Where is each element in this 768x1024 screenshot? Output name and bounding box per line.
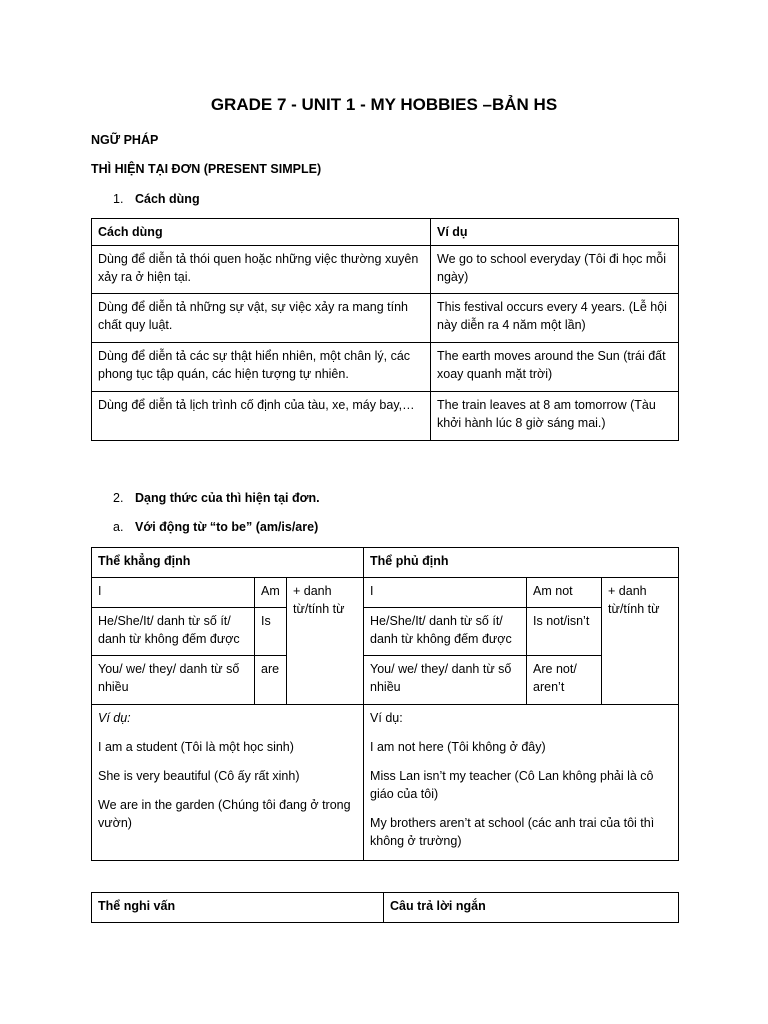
item-2-heading: Dạng thức của thì hiện tại đơn.: [135, 491, 320, 505]
negative-header: Thể phủ định: [364, 548, 679, 578]
example-cell: The train leaves at 8 am tomorrow (Tàu khởi hành lúc 8 giờ sáng mai.): [431, 392, 679, 441]
negative-verb: Are not/ aren’t: [527, 656, 602, 705]
item-a-number: a.: [113, 520, 124, 534]
affirmative-examples: [92, 705, 364, 861]
question-table: [91, 892, 679, 923]
table-row: [92, 578, 679, 608]
negative-example: Miss Lan isn’t my teacher (Cô Lan không phải là cô giáo của tôi): [370, 769, 654, 801]
table-row: [92, 392, 679, 441]
question-header: Thể nghi vấn: [92, 893, 384, 923]
question-table-header: [92, 893, 679, 923]
usage-table-header: [92, 219, 679, 246]
affirmative-verb: are: [255, 656, 287, 705]
affirmative-example: We are in the garden (Chúng tôi đang ở trong vườn): [98, 798, 351, 830]
affirmative-verb: Is: [255, 608, 287, 656]
table-row: [92, 608, 679, 656]
negative-subject: You/ we/ they/ danh từ số nhiều: [364, 656, 527, 705]
item-2-number: 2.: [113, 491, 124, 505]
table-row: [92, 343, 679, 392]
usage-cell: Dùng để diễn tả thói quen hoặc những việc thường xuyên xảy ra ở hiện tại.: [92, 246, 431, 294]
to-be-table: [91, 547, 679, 861]
example-cell: This festival occurs every 4 years. (Lễ hội này diễn ra 4 năm một lần): [431, 294, 679, 343]
usage-cell: Dùng để diễn tả lịch trình cố định của tàu, xe, máy bay,…: [92, 392, 431, 441]
usage-cell: Dùng để diễn tả các sự thật hiển nhiên, một chân lý, các phong tục tập quán, các hiện tượng tự nhiên.: [92, 343, 431, 392]
usage-cell: Dùng để diễn tả những sự vật, sự việc xảy ra mang tính chất quy luật.: [92, 294, 431, 343]
affirmative-verb: Am: [255, 578, 287, 608]
negative-subject: I: [364, 578, 527, 608]
affirmative-subject: I: [92, 578, 255, 608]
table-row: [92, 656, 679, 705]
affirmative-example: I am a student (Tôi là một học sinh): [98, 740, 294, 754]
item-1-number: 1.: [113, 192, 124, 206]
table-row: [92, 294, 679, 343]
usage-header-usage: Cách dùng: [92, 219, 431, 246]
to-be-header-row: [92, 548, 679, 578]
item-1-heading: Cách dùng: [135, 192, 200, 206]
negative-example: I am not here (Tôi không ở đây): [370, 740, 546, 754]
negative-suffix: + danh từ/tính từ: [602, 578, 679, 705]
examples-row: [92, 705, 679, 861]
page-title: GRADE 7 - UNIT 1 - MY HOBBIES –BẢN HS: [210, 95, 558, 114]
affirmative-header: Thể khẳng định: [92, 548, 364, 578]
affirmative-example-label: Ví dụ:: [98, 711, 131, 725]
negative-verb: Is not/isn’t: [527, 608, 602, 656]
affirmative-example: She is very beautiful (Cô ấy rất xinh): [98, 769, 300, 783]
table-row: [92, 246, 679, 294]
negative-subject: He/She/It/ danh từ số ít/ danh từ không đếm được: [364, 608, 527, 656]
negative-examples: [364, 705, 679, 861]
affirmative-suffix: + danh từ/tính từ: [287, 578, 364, 705]
affirmative-subject: He/She/It/ danh từ số ít/ danh từ không đếm được: [92, 608, 255, 656]
example-cell: We go to school everyday (Tôi đi học mỗi ngày): [431, 246, 679, 294]
negative-example: My brothers aren’t at school (các anh trai của tôi thì không ở trường): [370, 816, 655, 848]
negative-example-label: Ví dụ:: [370, 711, 403, 725]
item-a-heading: Với động từ “to be” (am/is/are): [135, 520, 319, 534]
affirmative-subject: You/ we/ they/ danh từ số nhiều: [92, 656, 255, 705]
tense-heading: THÌ HIỆN TẠI ĐƠN (PRESENT SIMPLE): [91, 162, 322, 176]
example-cell: The earth moves around the Sun (trái đất xoay quanh mặt trời): [431, 343, 679, 392]
usage-header-example: Ví dụ: [431, 219, 679, 246]
short-answer-header: Câu trả lời ngắn: [384, 893, 679, 923]
usage-table: [91, 218, 679, 441]
negative-verb: Am not: [527, 578, 602, 608]
section-heading: NGỮ PHÁP: [91, 133, 159, 147]
